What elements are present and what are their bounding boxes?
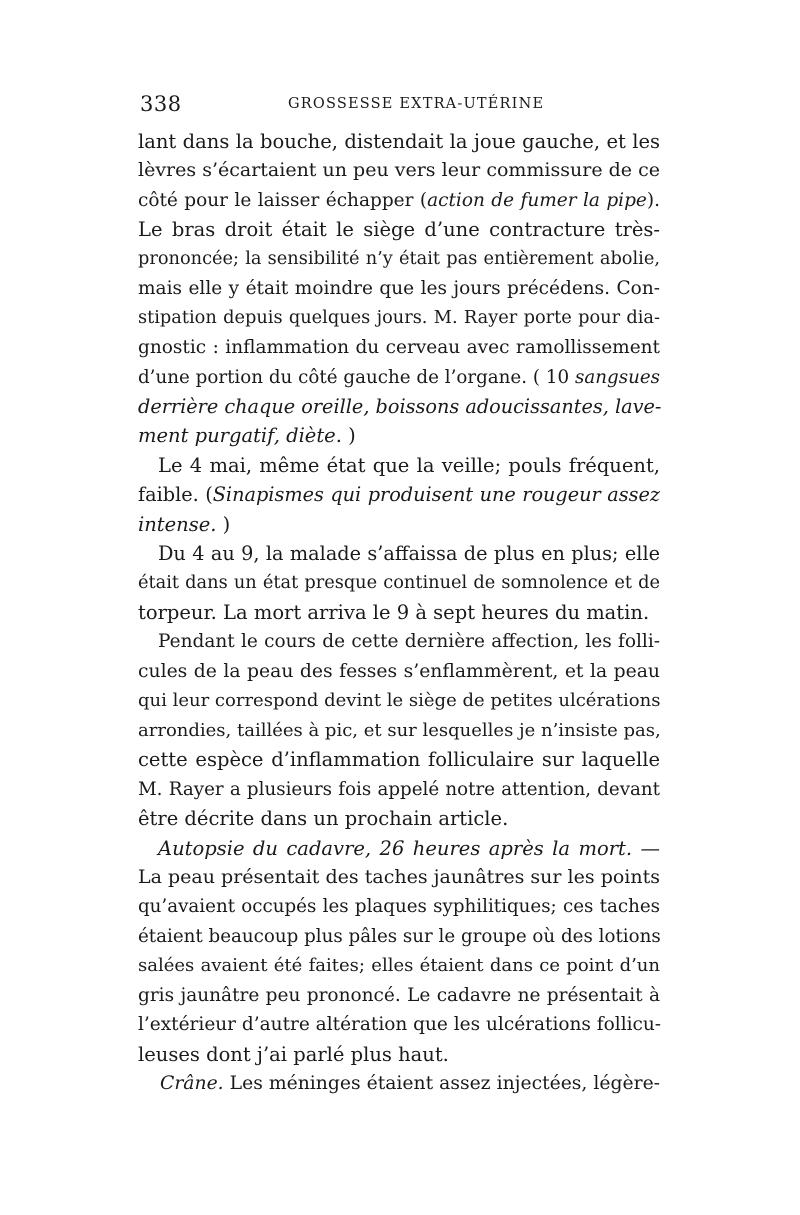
text-line xyxy=(138,834,660,863)
text-line xyxy=(138,716,660,745)
italic-text-segment: action de fumer la pipe xyxy=(427,189,647,211)
text-line xyxy=(138,951,660,980)
text-segment: mais elle y était moindre que les jours précédens. Con- xyxy=(138,278,660,300)
text-line xyxy=(138,480,660,509)
text-line xyxy=(138,1040,660,1069)
text-segment: leuses dont j’ai parlé plus haut. xyxy=(138,1042,449,1066)
text-segment: gris jaunâtre peu prononcé. Le cadavre ne présentait à xyxy=(138,984,660,1006)
italic-text-segment: derrière chaque oreille, boissons adoucissantes, lave- xyxy=(138,394,662,418)
text-segment: faible. ( xyxy=(138,483,213,507)
text-segment: cette espèce d’inflammation folliculaire sur laquelle xyxy=(138,748,660,772)
text-segment: lèvres s’écartaient un peu vers leur commissure de ce xyxy=(138,159,660,182)
running-head: GROSSESSE EXTRA-UTÉRINE xyxy=(288,96,545,112)
text-segment: Pendant le cours de cette dernière affection, les folli- xyxy=(158,631,660,653)
text-segment: qu’avaient occupés les plaques syphilitiques; ces taches xyxy=(138,896,660,918)
text-line xyxy=(138,804,660,833)
text-line xyxy=(138,363,660,392)
text-segment: lant dans la bouche, distendait la joue gauche, et les xyxy=(138,130,660,153)
text-segment: torpeur. La mort arriva le 9 à sept heures du matin. xyxy=(138,601,650,624)
text-line xyxy=(138,421,660,450)
text-segment: La peau présentait des taches jaunâtres sur les points xyxy=(138,865,660,888)
text-line xyxy=(138,245,660,274)
text-segment: M. Rayer a plusieurs fois appelé notre attention, devant xyxy=(138,778,660,800)
text-line xyxy=(138,156,660,185)
page-header xyxy=(140,92,660,120)
text-line xyxy=(138,539,660,568)
text-segment: qui leur correspond devint le siège de petites ulcérations xyxy=(138,690,661,712)
text-segment: stipation depuis quelques jours. M. Rayer porte pour dia- xyxy=(138,307,660,328)
text-segment: Le 4 mai, même état que la veille; pouls fréquent, xyxy=(158,453,660,477)
text-line xyxy=(138,186,660,215)
text-segment: ) xyxy=(216,512,231,536)
text-segment: étaient beaucoup plus pâles sur le groupe où des lotions xyxy=(138,925,661,947)
text-segment: prononcée; la sensibilité n’y était pas entièrement abolie, xyxy=(138,248,660,269)
text-line xyxy=(138,745,660,774)
text-line xyxy=(138,274,660,303)
text-line xyxy=(138,598,660,627)
text-segment: être décrite dans un prochain article. xyxy=(138,807,509,831)
text-line xyxy=(138,451,660,480)
text-line xyxy=(138,304,660,333)
text-segment: l’extérieur d’autre altération que les ulcérations follicu- xyxy=(138,1014,662,1036)
text-segment: Les méninges étaient assez injectées, légère- xyxy=(223,1073,660,1094)
text-segment: était dans un état presque continuel de somnolence et de xyxy=(138,572,660,593)
text-line xyxy=(138,1069,660,1098)
text-line xyxy=(138,569,660,598)
italic-text-segment: sangsues xyxy=(575,366,660,388)
italic-text-segment: intense. xyxy=(138,512,217,536)
text-line xyxy=(138,215,660,244)
text-segment: cules de la peau des fesses s’enflammèrent, et la peau xyxy=(138,660,660,682)
text-segment: d’une portion du côté gauche de l’organe. ( 10 xyxy=(138,366,576,388)
text-segment: salées avaient été faites; elles étaient dans ce point d’un xyxy=(138,955,660,977)
text-line xyxy=(138,392,660,421)
text-segment: Le bras droit était le siège d’une contracture très- xyxy=(138,218,660,242)
page-number: 338 xyxy=(140,92,182,116)
text-line xyxy=(138,863,660,892)
text-segment: gnostic : inflammation du cerveau avec ramollissement xyxy=(138,337,660,359)
text-line xyxy=(138,627,660,656)
text-segment: arrondies, taillées à pic, et sur lesquelles je n’insiste pas, xyxy=(138,719,661,741)
italic-text-segment: Crâne. xyxy=(160,1073,224,1094)
text-segment: Du 4 au 9, la malade s’affaissa de plus en plus; elle xyxy=(158,542,660,566)
text-line xyxy=(138,1010,660,1039)
text-line xyxy=(138,127,660,156)
italic-text-segment: ment purgatif, diète. xyxy=(138,424,342,448)
text-line xyxy=(138,892,660,921)
body-text xyxy=(138,127,660,1098)
text-line xyxy=(138,981,660,1010)
text-line xyxy=(138,510,660,539)
text-segment: côté pour le laisser échapper ( xyxy=(138,189,428,211)
text-line xyxy=(138,657,660,686)
text-line xyxy=(138,686,660,715)
italic-text-segment: Autopsie du cadavre, 26 heures après la mort. xyxy=(158,836,633,860)
italic-text-segment: Sinapismes qui produisent une rougeur assez xyxy=(212,483,660,507)
text-line xyxy=(138,333,660,362)
text-line xyxy=(138,775,660,804)
text-line xyxy=(138,922,660,951)
text-segment: ). xyxy=(646,189,660,211)
text-segment: ) xyxy=(341,424,356,448)
text-segment: — xyxy=(632,836,660,860)
